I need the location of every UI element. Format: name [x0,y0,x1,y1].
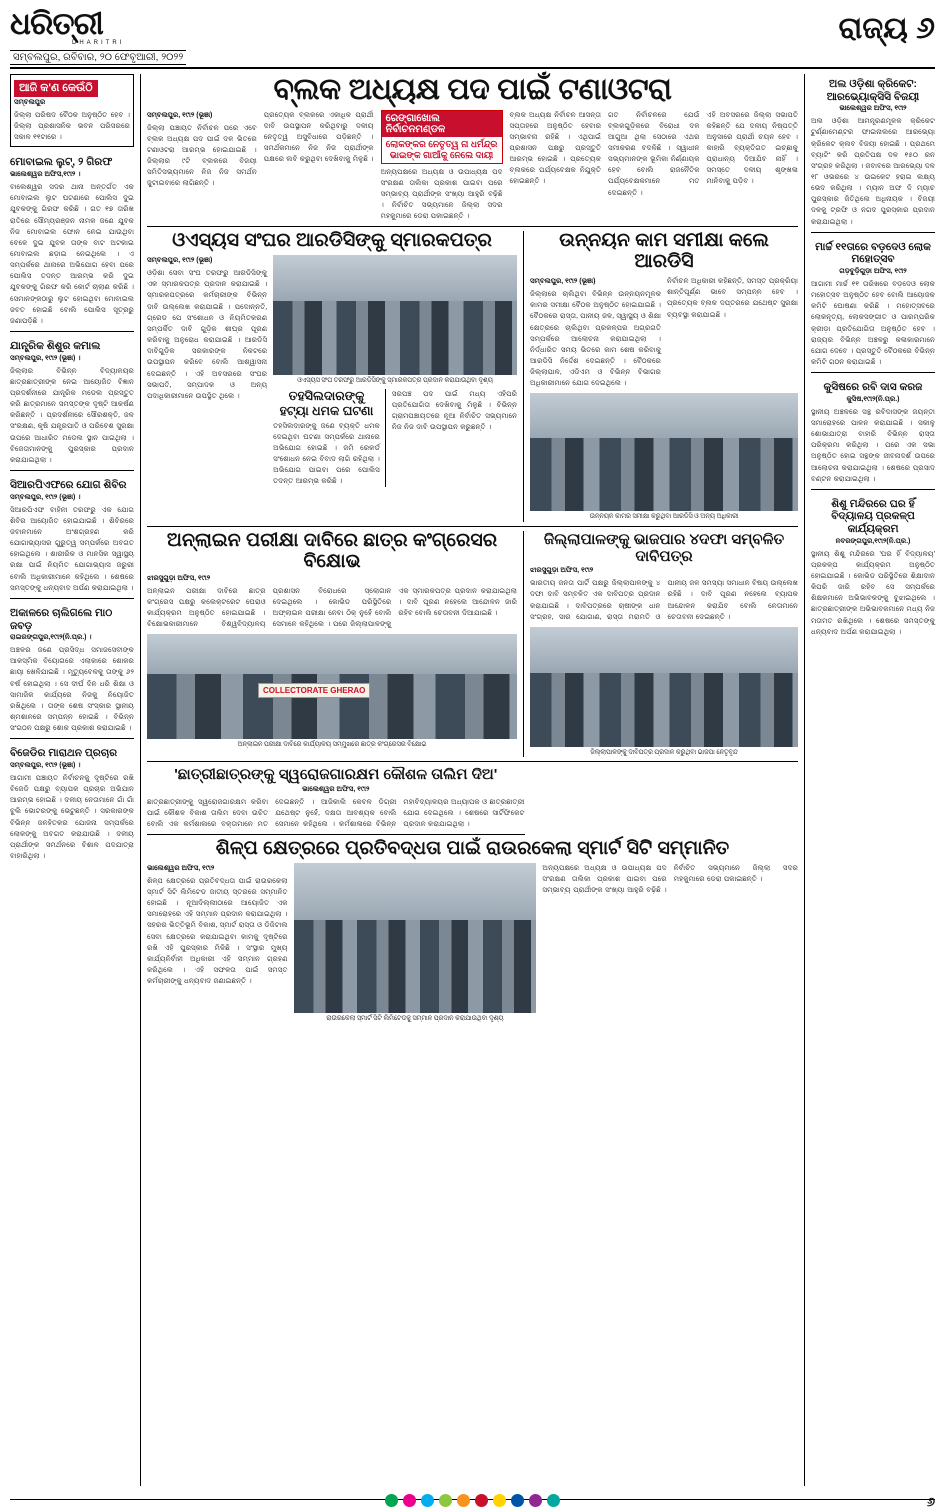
story-byline: ଭାଲେଶ୍ୱର ଅଫିସ, ୧୯ା୨ [147,864,215,872]
story-headline: ଓଏସ୍ୟସ ସଂଘର ଆରଡିସିଙ୍କୁ ସ୍ମାରକପତ୍ର [172,230,492,252]
story-swarojgar [147,766,525,835]
story-text-cont: ନିର୍ବାଚନ ଅଧିକାରୀ କହିଛନ୍ତି, ସମସ୍ତ ପ୍ରକ୍ରିୟା ଶାନ୍ତିପୂର୍ଣ୍ଣ ଭାବେ ସମ୍ପନ୍ନ ହେବ । ପ୍ରତ୍ୟେକ ବ୍ଲକ ଦପ୍ତରରେ ଯଥେଷ୍ଟ ସୁରକ୍ଷା ବ୍ୟବସ୍ଥା କରାଯାଇଛି । [667,277,798,319]
lead-para: ପ୍ରତ୍ୟେକ ବ୍ଲକରେ ଏକାଧିକ ପ୍ରାର୍ଥୀ ଦାବି ଉପସ୍ଥାପନ କରିଥିବାରୁ ଦଳୀୟ ନେତୃତ୍ୱ ଅସୁବିଧାରେ ପଡ଼ିଛନ୍ତି । ସମର୍ଥକମାନେ ନିଜ ନିଜ ପ୍ରାର୍ଥୀଙ୍କ ପକ୍ଷରେ ଲବି କରୁଥିବା ଦେଖିବାକୁ ମିଳୁଛି । [263,110,374,164]
brief-byline: ଭାଲେଶ୍ୱର ଅଫିସ,୧୯ା୨ । [10,171,81,179]
story-ows [147,231,524,522]
today-events-header: ଆଜି କ'ଣ କେଉଁଠି [14,80,98,97]
story-byline: ଝାରସୁଗୁଡ଼ା ଅଫିସ, ୧୯ା୨ [530,567,594,575]
story-headline: ଶିଳ୍ପ କ୍ଷେତ୍ରରେ ପ୍ରତିବଦ୍ଧତା ପାଇଁ ରାଉରକେଲା ସ୍ମାର୍ଟ ସିଟି ସମ୍ମାନିତ [215,837,730,859]
lead-para: ଅନ୍ୟପକ୍ଷରେ ଅଧ୍ୟକ୍ଷ ଓ ଉପାଧ୍ୟକ୍ଷ ପଦ ସଂରକ୍ଷଣ ତାଲିକା ପ୍ରକାଶ ପାଇବା ପରେ ସମ୍ଭାବ୍ୟ ପ୍ରାର୍ଥୀଙ୍କ ସଂଖ୍ୟା ଆହୁରି ବଢ଼ିଛି । ନିର୍ବାଚିତ ସଭ୍ୟମାନେ ଜିଲ୍ଲା ସଦର ମହକୁମାରେ ଡେରା ପକାଇଛନ୍ତି । [380,167,503,221]
lead-para: ଏହି ଅବସରରେ ଜିଲ୍ଲା ସଭାପତି କହିଛନ୍ତି ଯେ ଦଳୀୟ ନିଷ୍ପତ୍ତି ଅନୁସାରେ ପ୍ରାର୍ଥୀ ଚୟନ ହେବ । କାହାରି ବ୍ୟକ୍ତିଗତ ଇଚ୍ଛାକୁ ପ୍ରାଧାନ୍ୟ ଦିଆଯିବ ନାହିଁ । ସମସ୍ତେ ଦଳୀୟ ଶୃଙ୍ଖଳା ମାନିବାକୁ ପଡ଼ିବ । [706,110,798,186]
column-left [10,74,134,1486]
brief-headline: ଯାନ୍ତ୍ରିକ ଶିଶୁର କମାଲ [10,340,101,353]
lead-inset-box [381,110,503,164]
story-jilapal [530,531,798,757]
story-caption: ଓଏସ୍ୟସ ସଂଘ ତରଫରୁ ଆରଡିସିଙ୍କୁ ସ୍ମାରକପତ୍ର ପ୍ରଦାନ କରାଯାଉଥିବା ଦୃଶ୍ୟ [297,377,493,385]
brief-obituary [10,603,134,739]
story-text: ଭାରତୀୟ ଜନତା ପାର୍ଟି ପକ୍ଷରୁ ଜିଲ୍ଲାପାଳଙ୍କୁ ୪ ଦଫା ଦାବି ସମ୍ବଳିତ ଏକ ଦାବିପତ୍ର ପ୍ରଦାନ କରାଯାଇଛି । ଦାବିପତ୍ରରେ ଚାଷୀଙ୍କ ଧାନ ସଂଗ୍ରହ, ସାର ଯୋଗାଣ, ରାସ୍ତା ମରାମତି ଓ ପାନୀୟ ଜଳ ସମସ୍ୟା ସମାଧାନ ବିଷୟ ଉଲ୍ଲେଖ ରହିଛି । ଦାବି ପୂରଣ ନହେଲେ ବ୍ୟାପକ ଆନ୍ଦୋଳନ କରାଯିବ ବୋଲି ନେତାମାନେ ଚେତାବନୀ ଦେଇଛନ୍ତି । [530,579,798,621]
brief-text: ଅଞ୍ଚଳର ଜଣେ ପ୍ରସିଦ୍ଧ ସମାଜସେବୀଙ୍କ ଆକସ୍ମିକ ବିୟୋଗରେ ଏଲାକାରେ ଶୋକର ଛାୟା ଖେଳିଯାଇଛି । ମୃତ୍ୟୁବେଳକୁ ତାଙ୍କୁ ୬୨ ବର୍ଷ ହୋଇଥିଲା । ସେ ଦୀର୍ଘ ଦିନ ଧରି ଶିକ୍ଷା ଓ ସାମାଜିକ କାର୍ଯ୍ୟରେ ନିଜକୁ ନିୟୋଜିତ ରଖିଥିଲେ । ତାଙ୍କ ଶେଷ ସଂସ୍କାର ସ୍ଥାନୀୟ ଶ୍ମଶାନରେ ସମ୍ପନ୍ନ ହୋଇଛି । ବିଭିନ୍ନ ସଂଗଠନ ପକ୍ଷରୁ ଶୋକ ପ୍ରକାଶ କରାଯାଇଛି । [10,646,134,733]
section-title: ରାଜ୍ୟ ୬ [838,12,935,45]
story-caption: ଉନ୍ନୟନ କାମର ସମୀକ୍ଷା କରୁଥିବା ଆରଡିସି ଓ ଅନ୍ୟ ଅଧିକାରୀ [589,513,739,521]
right-story-ravidas [811,377,935,490]
story-silpa [147,839,798,1023]
brief-byline: ରାଇରଙ୍ଗପୁର,୧୯ା୨(ନି.ପ୍ର.) । [10,634,92,642]
story-text: ଅନ୍‌ଲାଇନ ପରୀକ୍ଷା ଦାବିରେ ଛାତ୍ର କଂଗ୍ରେସ ପକ୍ଷରୁ କଲେକ୍ଟରେଟ ଘେରାଓ କାର୍ଯ୍ୟକ୍ରମ ଅନୁଷ୍ଠିତ ହୋଇଯାଇଛି । ବିକ୍ଷୋଭକାରୀମାନେ ବିଶ୍ୱବିଦ୍ୟାଳୟ ପ୍ରଶାସନ ବିରୋଧରେ ସ୍ଲୋଗାନ ଦେଇଥିଲେ । କୋଭିଡ ପରିସ୍ଥିତିରେ ଅଫ୍‌ଲାଇନ ପରୀକ୍ଷା ନେବା ଠିକ୍ ନୁହେଁ ବୋଲି ସେମାନେ କହିଥିଲେ । ପରେ ଜିଲ୍ଲାପାଳଙ୍କୁ ଏକ ସ୍ମାରକପତ୍ର ପ୍ରଦାନ କରାଯାଇଥିଲା । ଦାବି ପୂରଣ ନହେଲେ ଆନ୍ଦୋଳନ ଜାରି ରହିବ ବୋଲି ଚେତାବନୀ ଦିଆଯାଇଛି । [147,586,518,629]
story-photo [273,255,517,375]
today-events-text: ଜିଲ୍ଲା ପରିଷଦ ବୈଠକ ଅନୁଷ୍ଠିତ ହେବ । ଜିଲ୍ଲା ପ୍ରଶାସନିକ ଭବନ ପରିସରରେ ସକାଳ ୧୧ଟାରେ । [14,111,130,142]
column-main [147,74,798,1486]
page-grid [10,74,935,1486]
right-headline: ଶିଶୁ ମନ୍ଦିରରେ ଘର ହିଁ ବିଦ୍ୟାଳୟ ପ୍ରକଳ୍ପ କାର୍ଯ୍ୟକ୍ରମ [831,497,915,536]
dateline: ସମ୍ବଲପୁର, ରବିବାର, ୨୦ ଫେବୃଆରୀ, ୨୦୨୨ [10,50,186,65]
story-text: ଜିଲ୍ଲାରେ ଚାଲିଥିବା ବିଭିନ୍ନ ଉନ୍ନୟନମୂଳକ କାମର ସମୀକ୍ଷା ବୈଠକ ଅନୁଷ୍ଠିତ ହୋଇଯାଇଛି । ବୈଠକରେ ରାସ୍ତା, ପାନୀୟ ଜଳ, ସ୍ୱାସ୍ଥ୍ୟ ଓ ଶିକ୍ଷା କ୍ଷେତ୍ରରେ ଚାଲିଥିବା ପ୍ରକଳ୍ପର ଅଗ୍ରଗତି ସମ୍ପର୍କରେ ଆଲୋଚନା କରାଯାଇଥିଲା । ନିର୍ଦ୍ଧାରିତ ସମୟ ଭିତରେ କାମ ଶେଷ କରିବାକୁ ଆରଡିସି ନିର୍ଦ୍ଦେଶ ଦେଇଛନ୍ତି । ବୈଠକରେ ଜିଲ୍ଲାପାଳ, ଏଡିଏମ ଓ ବିଭିନ୍ନ ବିଭାଗର ଅଧିକାରୀମାନେ ଯୋଗ ଦେଇଥିଲେ । [530,290,662,388]
story-caption: ଜିଲ୍ଲାପାଳଙ୍କୁ ଦାବିପତ୍ର ପ୍ରଦାନ କରୁଥିବା ଭାଜପା ନେତୃବୃନ୍ଦ [590,748,738,756]
brief-text: ସିଆରପିଏଫ ବାହିନୀ ତରଫରୁ ଏକ ଯୋଗ ଶିବିର ଆୟୋଜିତ ହୋଇଯାଇଛି । ଶିବିରରେ ଜବାନମାନେ ଅଂଶଗ୍ରହଣ କରି ଯୋଗାଭ୍ୟାସର ଗୁରୁତ୍ୱ ସମ୍ପର୍କରେ ଅବଗତ ହୋଇଥିଲେ । ଶାରୀରିକ ଓ ମାନସିକ ସ୍ୱାସ୍ଥ୍ୟ ରକ୍ଷା ପାଇଁ ନିୟମିତ ଯୋଗାଭ୍ୟାସ ଜରୁରୀ ବୋଲି ଅଧିକାରୀମାନେ କହିଥିଲେ । ଶେଷରେ ସମସ୍ତଙ୍କୁ ଧନ୍ୟବାଦ ଅର୍ପଣ କରାଯାଇଥିଲା । [10,505,134,592]
story-photo [294,863,537,1013]
brief-headline: ବିଜେଡିର ମାରାଥନ ପ୍ରଚାର [10,747,118,760]
brief-byline: ସମ୍ବଲପୁର, ୧୯ା୨ (ଭୂଞା) । [10,493,81,501]
story-photo [147,634,517,739]
story-text: ଶିଳ୍ପ କ୍ଷେତ୍ରରେ ପ୍ରତିବଦ୍ଧତା ପାଇଁ ରାଉରକେଲା ସ୍ମାର୍ଟ ସିଟି ଲିମିଟେଡ ଜାତୀୟ ସ୍ତରରେ ସମ୍ମାନିତ ହୋଇଛି । ନୂଆଦିଲ୍ଲୀଠାରେ ଆୟୋଜିତ ଏକ ସମାରୋହରେ ଏହି ସମ୍ମାନ ପ୍ରଦାନ କରାଯାଇଥିଲା । ସହରର ଭିତ୍ତିଭୂମି ବିକାଶ, ସ୍ମାର୍ଟ ରାସ୍ତା ଓ ଡିଜିଟାଲ ସେବା କ୍ଷେତ୍ରରେ କରାଯାଇଥିବା କାମକୁ ଦୃଷ୍ଟିରେ ରଖି ଏହି ପୁରସ୍କାର ମିଳିଛି । ସଂସ୍ଥାର ମୁଖ୍ୟ କାର୍ଯ୍ୟନିର୍ବାହୀ ଅଧିକାରୀ ଏହି ସମ୍ମାନ ଗ୍ରହଣ କରିଥିଲେ । ଏହି ସଫଳତା ପାଇଁ ସମସ୍ତ କର୍ମଚାରୀଙ୍କୁ ଧନ୍ୟବାଦ ଜଣାଇଛନ୍ତି । [147,876,288,986]
brief-headline: ସିଆରପିଏଫରେ ଯୋଗ ଶିବିର [10,479,127,492]
story-headline: ତହସିଲଦାରଙ୍କୁ ହଟ୍ୟା ଧମକ ଘଟଣା [279,388,374,418]
story-unnayan [530,231,798,522]
right-text: ସ୍ଥାନୀୟ ଅଞ୍ଚଳରେ ସନ୍ଥ ରବିଦାସଙ୍କ ଜୟନ୍ତୀ ସମାରୋହରେ ପାଳନ କରାଯାଇଛି । ସକାଳୁ ଶୋଭାଯାତ୍ରା ବାହାରି ବିଭିନ୍ନ ରାସ୍ତା ପରିକ୍ରମା କରିଥିଲା । ପରେ ଏକ ସଭା ଅନୁଷ୍ଠିତ ହୋଇ ସନ୍ଥଙ୍କ ଜୀବନାଦର୍ଶ ଉପରେ ଆଲୋଚନା କରାଯାଇଥିଲା । ଶେଷରେ ପ୍ରସାଦ ବଣ୍ଟନ କରାଯାଇଥିଲା । [811,407,935,483]
story-byline: ସମ୍ବଲପୁର, ୧୯ା୨ (ଭୂଞା) [530,278,596,286]
right-story-mahotsav [811,237,935,373]
brief-headline: ଅକାଳରେ ଚାଲିଗଲେ ମାଠ ଜବଡ଼ [10,606,113,632]
brief-text: ଜିଲ୍ଲାର ବିଭିନ୍ନ ବିଦ୍ୟାଳୟର ଛାତ୍ରଛାତ୍ରୀଙ୍କ ନେଇ ଆୟୋଜିତ ବିଜ୍ଞାନ ପ୍ରଦର୍ଶନୀରେ ଯାନ୍ତ୍ରିକ ମଡେଲ ପ୍ରସ୍ତୁତ କରି ଛାତ୍ରମାନେ ସମସ୍ତଙ୍କ ଦୃଷ୍ଟି ଆକର୍ଷଣ କରିଛନ୍ତି । ପ୍ରଦର୍ଶନୀରେ ସୌରଶକ୍ତି, ଜଳ ସଂରକ୍ଷଣ, କୃଷି ଯନ୍ତ୍ରପାତି ଓ ପରିବେଶ ସୁରକ୍ଷା ଉପରେ ଆଧାରିତ ମଡେଲ ସ୍ଥାନ ପାଇଥିଲା । ବିଜେତାମାନଙ୍କୁ ପୁରସ୍କାର ପ୍ରଦାନ କରାଯାଇଥିଲା । [10,366,134,464]
divider [140,74,141,1486]
lead-headline: ବ୍ଲକ ଅଧ୍ୟକ୍ଷ ପଦ ପାଇଁ ଟଣାଓଟରା [273,73,672,106]
column-right [811,74,935,1486]
right-headline: ଅଲ ଓଡ଼ିଶା କ୍ରିକେଟ: ଆରଭ୍ୟୋକ୍ସିସି ବିଜୟୀ [826,78,920,103]
lead-story [147,74,798,227]
protest-banner: COLLECTORATE GHERAO [258,683,370,698]
story-headline: ଉନ୍ନୟନ କାମ ସମୀକ୍ଷା କଲେ ଆରଡିସି [559,230,769,273]
lead-para: ବ୍ଲକ ଅଧ୍ୟକ୍ଷ ନିର୍ବାଚନ ଆସନ୍ତା ସପ୍ତାହରେ ଅନୁଷ୍ଠିତ ହେବାର ସମ୍ଭାବନା ରହିଛି । ଏଥିପାଇଁ ପ୍ରଶାସନ ପକ୍ଷରୁ ପ୍ରସ୍ତୁତି ଆରମ୍ଭ ହୋଇଛି । ପ୍ରତ୍ୟେକ ବ୍ଲକରେ ପର୍ଯ୍ୟବେକ୍ଷକ ନିଯୁକ୍ତି ହୋଇଛନ୍ତି । [509,110,602,186]
story-byline: ଝାରସୁଗୁଡ଼ା ଅଫିସ, ୧୯ା୨ [147,574,211,582]
masthead-left [10,8,186,65]
today-events-place: ସମ୍ବଲପୁର [14,99,46,106]
right-text: ସ୍ଥାନୀୟ ଶିଶୁ ମନ୍ଦିରରେ 'ଘର ହିଁ ବିଦ୍ୟାଳୟ' ପ୍ରକଳ୍ପ କାର୍ଯ୍ୟକ୍ରମ ଅନୁଷ୍ଠିତ ହୋଇଯାଇଛି । କୋଭିଡ ପରିସ୍ଥିତିରେ ଶିକ୍ଷାଦାନ କିପରି ଜାରି ରହିବ ସେ ସମ୍ପର୍କରେ ଶିକ୍ଷକମାନେ ଅଭିଭାବକଙ୍କୁ ବୁଝାଇଥିଲେ । ଛାତ୍ରଛାତ୍ରୀଙ୍କ ଅଭିଭାବକମାନେ ମଧ୍ୟ ନିଜ ମତାମତ ରଖିଥିଲେ । ଶେଷରେ ସମସ୍ତଙ୍କୁ ଧନ୍ୟବାଦ ଅର୍ପଣ କରାଯାଇଥିଲା । [811,549,935,636]
story-photo [530,393,798,511]
story-text-cont: ଅନ୍ୟପକ୍ଷରେ ଅଧ୍ୟକ୍ଷ ଓ ଉପାଧ୍ୟକ୍ଷ ପଦ ସଂରକ୍ଷଣ ତାଲିକା ପ୍ରକାଶ ପାଇବା ପରେ ସମ୍ଭାବ୍ୟ ପ୍ରାର୍ଥୀଙ୍କ ସଂଖ୍ୟା ଆହୁରି ବଢ଼ିଛି । ନିର୍ବାଚିତ ସଭ୍ୟମାନେ ଜିଲ୍ଲା ସଦର ମହକୁମାରେ ଡେରା ପକାଇଛନ୍ତି । [542,863,798,895]
right-byline: କୁସିଷ,୧୯ା୨(ନି.ପ୍ର.) [846,395,900,403]
inset-title: ରେଙ୍ଗାଖୋଲ ନିର୍ବାଚନମଣ୍ଡଳ [382,111,502,137]
story-byline: ସମ୍ବଲପୁର, ୧୯ା୨ (ଭୂଞା) [147,257,213,265]
brief-text: ଆଗାମୀ ପଞ୍ଚାୟତ ନିର୍ବାଚନକୁ ଦୃଷ୍ଟିରେ ରଖି ବିଜେଡି ପକ୍ଷରୁ ବ୍ୟାପକ ପ୍ରଚାର ଅଭିଯାନ ଆରମ୍ଭ ହୋଇଛି । ଦଳୀୟ ନେତାମାନେ ଗାଁ ଗାଁ ବୁଲି ଭୋଟରଙ୍କୁ ଭେଟୁଛନ୍ତି । ସରକାରଙ୍କ ବିଭିନ୍ନ ଜନହିତକର ଯୋଜନା ସମ୍ପର୍କରେ ଲୋକଙ୍କୁ ଅବଗତ କରାଯାଉଛି । ଦଳୀୟ ପ୍ରାର୍ଥୀଙ୍କ ସମର୍ଥନରେ ବିଶାଳ ପଦଯାତ୍ରା ବାହାରିଥିଲା । [10,773,134,861]
story-text: ଛାତ୍ରଛାତ୍ରୀଙ୍କୁ ସ୍ୱରୋଜଗାରକ୍ଷମ କରିବା ପାଇଁ କୌଶଳ ବିକାଶ ତାଲିମ ଦେବା ଉଚିତ ବୋଲି ଏକ କର୍ମଶାଳାରେ ବକ୍ତାମାନେ ମତ ଦେଇଛନ୍ତି । ଆଜିକାଲି କେବଳ ଡିଗ୍ରୀ ଯଥେଷ୍ଟ ନୁହେଁ, ଦକ୍ଷତା ଆବଶ୍ୟକ ବୋଲି ସେମାନେ କହିଥିଲେ । କର୍ମଶାଳାରେ ବିଭିନ୍ନ ମହାବିଦ୍ୟାଳୟର ଅଧ୍ୟାପକ ଓ ଛାତ୍ରଛାତ୍ରୀ ଯୋଗ ଦେଇଥିଲେ । ଶେଷରେ ସାର୍ଟିଫିକେଟ ପ୍ରଦାନ କରାଯାଇଥିଲା । [147,797,525,828]
page-number: ୬ [926,1494,935,1509]
right-story-sisumandir [811,494,935,638]
lead-byline: ସମ୍ବଲପୁର, ୧୯ା୨ (ଭୂଞା) [147,111,213,119]
divider [804,74,805,1486]
lead-para: ଗତ ନିର୍ବାଚନରେ ଯେଉଁ ବ୍ଲକଗୁଡ଼ିକରେ ବିରୋଧୀ ଦଳ ଆଗୁଆ ଥିଲା ସେଠାରେ ଏଥର ସମୀକରଣ ବଦଳିଛି । ସ୍ୱାଧୀନ ସଭ୍ୟମାନଙ୍କ ଭୂମିକା ନିର୍ଣ୍ଣାୟକ ହେବ ବୋଲି ରାଜନୈତିକ ପର୍ଯ୍ୟବେକ୍ଷକମାନେ ମତ ଦେଇଛନ୍ତି । [608,110,700,197]
right-headline: ମାର୍ଚ୍ଚ ୧୧ତାରେ ବଡ଼ଦେଓ ଲୋକ ମହୋତ୍ସବ [815,240,931,266]
newspaper-logo-sub: DHARITRI [72,40,125,46]
brief-yantrik-sisu [10,336,134,471]
right-story-cricket [811,74,935,233]
story-tahasildar [273,389,386,488]
story-caption: ରାଉରକେଲା ସ୍ମାର୍ଟ ସିଟି ଲିମିଟେଡକୁ ସମ୍ମାନ ପ୍ରଦାନ କରାଯାଉଥିବା ଦୃଶ୍ୟ [326,1014,504,1022]
brief-byline: ସମ୍ବଲପୁର, ୧୯ା୨ (ଭୂଞା) । [10,354,81,362]
story-text-cont: ସରପଞ୍ଚ ପଦ ପାଇଁ ମଧ୍ୟ ଏହିପରି ପ୍ରତିଯୋଗିତା ଦେଖିବାକୁ ମିଳୁଛି । ବିଭିନ୍ନ ଗ୍ରାମପଞ୍ଚାୟତରେ ନୂଆ ନିର୍ବାଚିତ ସଭ୍ୟମାନେ ନିଜ ନିଜ ଦାବି ଉପସ୍ଥାପନ କରୁଛନ୍ତି । [391,389,518,431]
story-body [147,586,517,631]
footer-colorbar [10,1492,935,1508]
lead-para: ଜିଲ୍ଲା ପଞ୍ଚାୟତ ନିର୍ବାଚନ ପରେ ଏବେ ବ୍ଲକ ଅଧ୍ୟକ୍ଷ ପଦ ପାଇଁ ଦଳ ଭିତରେ ଟଣାଓଟରା ଆରମ୍ଭ ହୋଇଯାଇଛି । ଜିଲ୍ଲାର ୯ଟି ବ୍ଲକରେ ବିଜୟୀ ସମିତିସଭ୍ୟମାନେ ନିଜ ନିଜ ସମର୍ଥନ ଜୁଟାଇବାରେ ଲାଗିଛନ୍ତି । [147,123,257,188]
brief-mobile-loot [10,152,134,332]
story-headline: ଜିଲ୍ଲାପାଳଙ୍କୁ ଭାଜପାର ୪ଦଫା ସମ୍ବଳିତ ଦାବିପତ୍ର [543,530,785,566]
brief-bjd-marathon [10,743,134,862]
story-text: ଓଡ଼ିଶା ସେବା ସଂଘ ତରଫରୁ ଆରଡିସିଙ୍କୁ ଏକ ସ୍ମାରକପତ୍ର ପ୍ରଦାନ କରାଯାଇଛି । ସ୍ମାରକପତ୍ରରେ କର୍ମଚାରୀଙ୍କ ବିଭିନ୍ନ ଦାବି ଉଲ୍ଲେଖ କରାଯାଇଛି । ପଦୋନ୍ନତି, ଗ୍ରେଡ ପେ ସଂଶୋଧନ ଓ ନିୟମିତକରଣ ସମ୍ପର୍କିତ ଦାବି ଗୁଡ଼ିକ ଶୀଘ୍ର ପୂରଣ କରିବାକୁ ଅନୁରୋଧ କରାଯାଇଛି । ଆରଡିସି ଦାବିଗୁଡ଼ିକ ସରକାରଙ୍କ ନିକଟରେ ଉପସ୍ଥାପନ କରିବେ ବୋଲି ଆଶ୍ୱାସନା ଦେଇଛନ୍ତି । ଏହି ଅବସରରେ ସଂଘର ସଭାପତି, ସମ୍ପାଦକ ଓ ଅନ୍ୟ ପଦାଧିକାରୀମାନେ ଉପସ୍ଥିତ ଥିଲେ । [147,269,268,400]
story-headline: ଅନ୍‌ଲାଇନ ପରୀକ୍ଷା ଦାବିରେ ଛାତ୍ର କଂଗ୍ରେସର ବିକ୍ଷୋଭ [166,529,498,572]
right-byline: ଗଡ଼ବୁଡ଼ିଗୁଡ଼ା ଅଫିସ, ୧୯ା୨ [839,267,907,275]
right-text: ଅଲ ଓଡ଼ିଶା ଆମନ୍ତ୍ରଣମୂଳକ କ୍ରିକେଟ ଟୁର୍ଣ୍ଣାମେଣ୍ଟର ଫାଇନାଲରେ ଆରଭ୍ୟୋ କ୍ରିକେଟ କ୍ଲବ ବିଜୟୀ ହୋଇଛି । ପ୍ରଥମେ ବ୍ୟାଟିଂ କରି ପ୍ରତିପକ୍ଷ ଦଳ ୧୫୦ ରନ ସଂଗ୍ରହ କରିଥିଲା । ଜବାବରେ ଆରଭ୍ୟୋ ଦଳ ୧୮ ଓଭରରେ ୪ ଉଇକେଟ ହରାଇ ଲକ୍ଷ୍ୟ ଭେଦ କରିଥିଲା । ମ୍ୟାନ ଅଫ ଦି ମ୍ୟାଚ ପୁରସ୍କାର ଜିତିଥିଲେ ଅଧିନାୟକ । ବିଜୟୀ ଦଳକୁ ଟ୍ରଫି ଓ ନଗଦ ପୁରସ୍କାର ପ୍ରଦାନ କରାଯାଇଥିଲା । [811,117,935,226]
right-headline: କୁସିଷରେ ରବି ଦାସ କରଜ [823,381,923,394]
story-headline: 'ଛାତ୍ରୀଛାତ୍ରଙ୍କୁ ସ୍ୱରୋଜଗାରକ୍ଷମ କୌଶଳ ତାଲିମ ଦିଅ' [174,766,498,784]
story-photo [530,627,798,747]
right-text: ଆଗାମୀ ମାର୍ଚ୍ଚ ୧୧ ତାରିଖରେ ବଡ଼ଦେଓ ଲୋକ ମହୋତ୍ସବ ଅନୁଷ୍ଠିତ ହେବ ବୋଲି ଆୟୋଜକ କମିଟି ଘୋଷଣା କରିଛି । ମହୋତ୍ସବରେ ଲୋକନୃତ୍ୟ, ଲୋକସଙ୍ଗୀତ ଓ ପାରମ୍ପରିକ କ୍ରୀଡ଼ା ପ୍ରତିଯୋଗିତା ଅନୁଷ୍ଠିତ ହେବ । ରାଜ୍ୟର ବିଭିନ୍ନ ଅଞ୍ଚଳରୁ କଳାକାରମାନେ ଯୋଗ ଦେବେ । ପ୍ରସ୍ତୁତି ବୈଠକରେ ବିଭିନ୍ନ କମିଟି ଗଠନ କରାଯାଇଛି । [811,279,935,367]
story-caption: ଅନ୍‌ଲାଇନ ପରୀକ୍ଷା ଦାବିରେ କାର୍ଯ୍ୟାଳୟ ସମ୍ମୁଖରେ ଛାତ୍ର କଂଗ୍ରେସର ବିକ୍ଷୋଭ [237,741,427,749]
story-online-pariksha [147,531,524,757]
story-body [147,797,525,830]
masthead [10,8,935,69]
brief-crpf-yoga [10,475,134,599]
brief-byline: ସମ୍ବଲପୁର, ୧୯ା୨ (ଭୂଞା) । [10,761,81,769]
brief-headline: ମୋବାଇଲ ଲୁଟ୍, ୨ ଗିରଫ [10,156,113,169]
story-body [530,578,798,623]
story-byline: ଭାଲେଶ୍ୱର ଅଫିସ, ୧୯ା୨ [302,785,370,793]
inset-sub: ଲୋକଙ୍କର ନେତୃତ୍ୱ ନା ଧର୍ମନ୍ଦ୍ର ଭାଇଙ୍କ ଗାଆଁକୁ ନେଲେ ଦାୟୀ [385,138,498,160]
today-events-block [10,74,134,147]
story-text: ତହସିଲଦାରଙ୍କୁ ଜଣେ ବ୍ୟକ୍ତି ଧମକ ଦେଇଥିବା ଘଟଣା ସମ୍ପର୍କରେ ଥାନାରେ ଅଭିଯୋଗ ହୋଇଛି । ଜମି ରେକର୍ଡ ସଂଶୋଧନ ନେଇ ବିବାଦ ଲାଗି ରହିଥିଲା । ଅଭିଯୋଗ ପାଇବା ପରେ ପୋଲିସ ତଦନ୍ତ ଆରମ୍ଭ କରିଛି । [273,421,380,486]
right-byline: ଭାଲେଶ୍ୱର ଅଫିସ, ୧୯ା୨ [839,105,907,113]
brief-text: ବାଲେଶ୍ୱର ସଦର ଥାନା ଅନ୍ତର୍ଗତ ଏକ ମୋବାଇଲ ଲୁଟ ଘଟଣାରେ ପୋଲିସ ଦୁଇ ଯୁବକଙ୍କୁ ଗିରଫ କରିଛି । ଗତ ୧୭ ତାରିଖ ରାତିରେ ସୌମ୍ୟରଞ୍ଜନ ନାମକ ଜଣେ ଯୁବକ ନିଜ ମୋବାଇଲ ଫୋନ ନେଇ ଯାଉଥିବା ବେଳେ ଦୁଇ ଯୁବକ ତାଙ୍କ ବାଟ ଅଟକାଇ ମୋବାଇଲ ଛଡ଼ାଇ ନେଇଥିଲେ । ଏ ସମ୍ପର୍କରେ ଥାନାରେ ଅଭିଯୋଗ ହେବା ପରେ ପୋଲିସ ତଦନ୍ତ ଆରମ୍ଭ କରି ଦୁଇ ଯୁବକଙ୍କୁ ଗିରଫ କରି କୋର୍ଟ ଚାଲାଣ କରିଛି । ସେମାନଙ୍କଠାରୁ ଲୁଟ ହୋଇଥିବା ମୋବାଇଲ ଜବତ ହୋଇଛି ବୋଲି ପୋଲିସ ସୂତ୍ରରୁ ଜଣାପଡ଼ିଛି । [10,183,134,325]
right-byline: ନବରଙ୍ଗପୁର,୧୯ା୨(ନି.ପ୍ର.) [835,537,911,545]
newspaper-logo: ଧରିତ୍ରୀ [10,6,103,41]
